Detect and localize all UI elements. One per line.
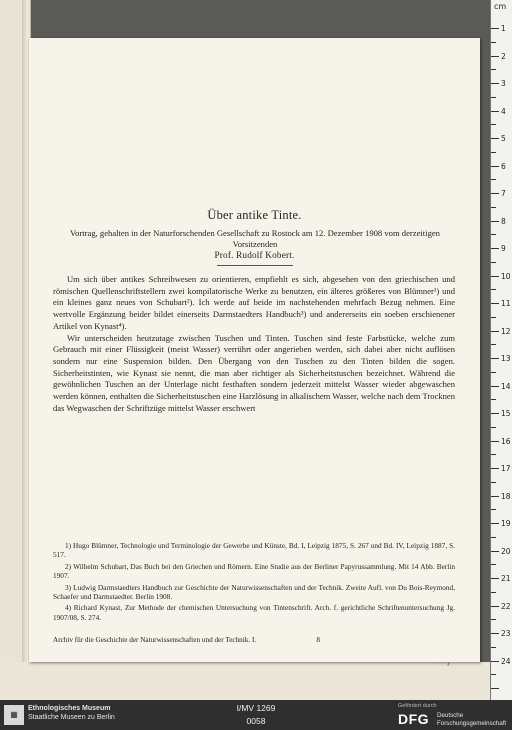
museum-name: Ethnologisches Museum	[28, 705, 111, 712]
ruler-tick	[491, 564, 496, 565]
ruler-number: 12	[501, 326, 511, 336]
museum-affiliation: Staatliche Museen zu Berlin	[28, 713, 115, 721]
viewer-info-bar	[0, 700, 512, 730]
body-paragraph: Wir unterscheiden heutzutage zwischen Tuschen und Tinten. Tuschen sind feste Farbstücke, welche zum Gebrauch mit einer Flüssigkeit (meist Wasser) verrührt oder angerieben werden, sich dabei aber nicht auflösen sondern nur eine Suspension bilden. Den Übergang von den Tuschen zu den Tinten bilden die sogen. Sicherheitstinten, wie Kynast sie nennt, die man aber richtiger als Sicherheitstuschen bezeichnet. Während die gewöhnlichen Tuschen an der Unterlage nicht festhaften sondern jederzeit mittelst Wasser wieder abgewaschen werden können, enthalten die Sicherheitstuschen eine Harzlösung in alkalischem Wasser, welche nach dem Trocknen das Wegwaschen der Schriftzüge mittelst Wasser erschwert	[53, 332, 455, 413]
article-subtitle: Vortrag, gehalten in der Naturforschenden Gesellschaft zu Rostock am 12. Dezember 1908 vom derzeitigen Vorsitzenden	[70, 228, 440, 249]
funding-label: Gefördert durch	[398, 703, 437, 709]
ruler-tick	[491, 427, 496, 428]
ruler-tick	[491, 647, 496, 648]
museum-logo-icon: ▦	[4, 705, 24, 725]
ruler-tick	[491, 592, 496, 593]
document-page	[29, 38, 480, 662]
ruler-tick	[491, 661, 499, 662]
page-number: 8	[316, 636, 320, 644]
ruler-tick	[491, 496, 499, 497]
ruler-tick	[491, 358, 499, 359]
ruler-tick	[491, 179, 496, 180]
ruler-tick	[491, 276, 499, 277]
ruler-number: 21	[501, 574, 511, 583]
footnote: 3) Ludwig Darmstaedters Handbuch zur Geschichte der Naturwissenschaften und der Technik. Zweite Aufl. von Du Bois-Reymond, Schaefer und Darmstaedter. Berlin 1908.	[53, 582, 455, 602]
article-title: Über antike Tinte.	[207, 208, 302, 222]
footnote: 2) Wilhelm Schubart, Das Buch bei den Griechen und Römern. Eine Studie aus der Berliner Papyrussammlung. Mit 14 Abb. Berlin 1907.	[53, 561, 455, 581]
ruler-number: 15	[501, 409, 511, 418]
ruler-tick	[491, 97, 496, 98]
article-body	[53, 274, 455, 414]
ruler-number: 13	[501, 354, 511, 363]
shelfmark: I/MV 1269	[236, 703, 276, 713]
ruler-tick	[491, 441, 499, 442]
journal-footer: Archiv für die Geschichte der Naturwissenschaften und der Technik. I.	[53, 636, 257, 644]
ruler-tick	[491, 56, 499, 57]
ruler-tick	[491, 138, 499, 139]
ruler-tick	[491, 331, 499, 332]
ruler-tick	[491, 413, 499, 414]
ruler-tick	[491, 207, 496, 208]
ruler-tick	[491, 303, 499, 304]
ruler-tick	[491, 578, 499, 579]
ruler-tick	[491, 454, 496, 455]
ruler-number: 16	[501, 436, 511, 446]
ruler-tick	[491, 248, 499, 249]
ruler-tick	[491, 482, 496, 483]
ruler-number: 2	[501, 51, 506, 61]
ruler-tick	[491, 124, 496, 125]
ruler-tick	[491, 619, 496, 620]
ruler-number: 5	[501, 134, 506, 143]
ruler-tick	[491, 28, 499, 29]
dfg-name	[437, 712, 506, 727]
ruler-tick	[491, 523, 499, 524]
ruler-tick	[491, 111, 499, 112]
lower-paper	[0, 662, 490, 700]
ruler-number: 4	[501, 106, 506, 116]
ruler-number: 9	[501, 244, 506, 253]
footnote: 4) Richard Kynast, Zur Methode der chemischen Untersuchung von Tintenschrift. Arch. f. gerichtliche Schriftenuntersuchung Jg. 1907/08, S. 274.	[53, 603, 455, 622]
article-author: Prof. Rudolf Kobert.	[214, 250, 295, 260]
body-paragraph: Um sich über antikes Schreibwesen zu orientieren, empfiehlt es sich, abgesehen von den griechischen und römischen Quellenschriftstellern zwei kompilatorische Werke zu benutzen, ein älteres größeres von Blümner¹) und ein kleines ganz neues von Schubart²). Ich werde auf beide im nachstehenden mehrfach Bezug nehmen. Eine wertvolle Ergänzung beider bildet einerseits Darmstaedters Handbuch³) und andererseits ein soeben erschienener Artikel von Kynast⁴).	[53, 274, 455, 331]
ruler-tick	[491, 386, 499, 387]
ruler-number: 14	[501, 381, 511, 391]
ruler-tick	[491, 221, 499, 222]
ruler-tick	[491, 262, 496, 263]
ruler-number: 23	[501, 629, 511, 638]
footnotes	[53, 541, 455, 624]
ruler-tick	[491, 344, 496, 345]
book-spine	[22, 0, 28, 700]
title-rule	[217, 265, 293, 266]
footnote: 1) Hugo Blümner, Technologie und Terminologie der Gewerbe und Künste, Bd. I, Leipzig 1875, S. 267 und Bd. IV, Leipzig 1887, S. 517.	[53, 541, 455, 560]
ruler-tick	[491, 674, 496, 675]
ruler-tick	[491, 372, 496, 373]
ruler-unit: cm	[494, 2, 507, 11]
ruler-tick	[491, 83, 499, 84]
scale-ruler	[490, 0, 512, 700]
ruler-tick	[491, 399, 496, 400]
ruler-number: 11	[501, 299, 511, 308]
ruler-tick	[491, 509, 496, 510]
dfg-name-line1: Deutsche	[437, 712, 464, 719]
ruler-number: 1	[501, 24, 506, 33]
ruler-tick	[491, 234, 496, 235]
ruler-number: 24	[501, 656, 511, 666]
ruler-number: 18	[501, 491, 511, 501]
ruler-tick	[491, 42, 496, 43]
ruler-number: 22	[501, 601, 511, 611]
ruler-number: 3	[501, 79, 506, 88]
ruler-tick	[491, 606, 499, 607]
ruler-tick	[491, 551, 499, 552]
dfg-logo: DFG	[398, 711, 430, 727]
ruler-tick	[491, 166, 499, 167]
ruler-number: 10	[501, 271, 511, 281]
ruler-tick	[491, 317, 496, 318]
ruler-tick	[491, 193, 499, 194]
ruler-tick	[491, 688, 499, 689]
ruler-tick	[491, 152, 496, 153]
ruler-number: 6	[501, 161, 506, 171]
page-footer	[53, 636, 455, 644]
ruler-tick	[491, 537, 496, 538]
ruler-tick	[491, 633, 499, 634]
ruler-number: 7	[501, 189, 506, 198]
ruler-tick	[491, 289, 496, 290]
dfg-name-line2: Forschungsgemeinschaft	[437, 719, 507, 727]
ruler-tick	[491, 468, 499, 469]
ruler-number: 20	[501, 546, 511, 556]
ruler-tick	[491, 69, 496, 70]
ruler-number: 8	[501, 216, 506, 226]
ruler-number: 19	[501, 519, 511, 528]
ruler-number: 17	[501, 464, 511, 473]
image-sequence: 0058	[246, 716, 266, 726]
